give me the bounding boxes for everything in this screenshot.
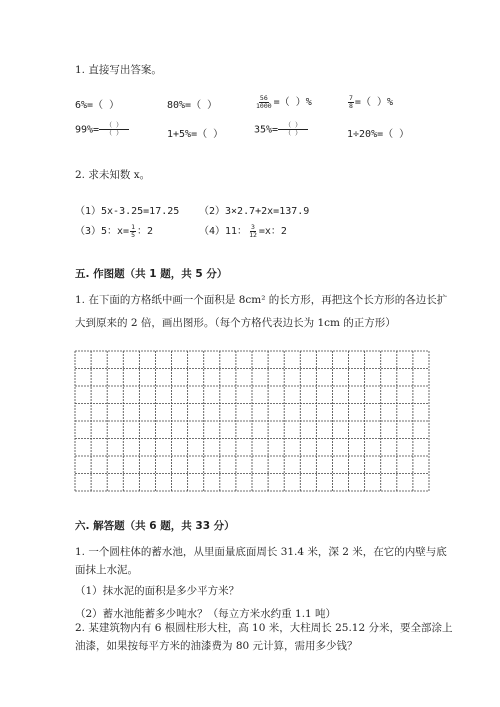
section-6-q1-sub-1: （1）抹水泥的面积是多少平方米？ [75,585,240,597]
equation-2: （2）3×2.7+2x=137.9 [199,206,310,217]
calc-item-6: 1+5%=（ ） [167,129,224,140]
calc-item-2: 80%=（ ） [167,100,218,111]
equation-4: （4）11： $\frac{3}{12}$ =x：2 [199,222,287,239]
blank-fraction: $\frac{( )}{( )}$ [99,122,129,137]
section-5-question-line-2: 大到原来的 2 倍，画出图形。（每个方格代表边长为 1cm 的正方形） [75,317,396,329]
calc-item-1: 6%=（ ） [75,100,120,111]
question-2-title: 2. 求未知数 x。 [75,169,151,181]
section-6-q1-line-1: 1. 一个圆柱体的蓄水池，从里面量底面周长 31.4 米，深 2 米，在它的内壁与底 [75,546,447,558]
equation-3: （3）5：x= $\frac{1}{5}$ ：2 [75,222,154,239]
section-6-q1-line-2: 面抹上水泥。 [75,564,138,576]
fraction: $\frac{1}{5}$ [131,222,136,239]
calc-item-3: $\frac{56}{1000}$ =（ ）% [256,93,312,110]
section-6-q1-sub-2: （2）蓄水池能蓄多少吨水？（每立方米水约重 1.1 吨） [75,608,337,620]
section-6-q2-line-1: 2. 某建筑物内有 6 根圆柱形大柱，高 10 米，大柱周长 25.12 分米，要全部涂上 [75,622,453,634]
question-1-title: 1. 直接写出答案。 [75,64,162,76]
section-5-heading: 五. 作图题（共 1 题，共 5 分） [75,268,228,280]
fraction: $\frac{3}{12}$ [249,222,257,239]
fraction: $\frac{7}{8}$ [349,93,353,110]
section-5-question-line-1: 1. 在下面的方格纸中画一个面积是 8cm² 的长方形，再把这个长方形的各边长扩 [75,294,448,306]
equation-1: （1）5x-3.25=17.25 [75,206,180,217]
calc-item-5: 99%= $\frac{( )}{( )}$ [75,122,129,137]
blank-fraction: $\frac{( )}{( )}$ [278,122,308,137]
fraction: $\frac{56}{1000}$ [256,93,272,110]
calc-item-4: $\frac{7}{8}$ =（ ）% [349,93,393,110]
section-6-q2-line-2: 油漆，如果按每平方米的油漆费为 80 元计算，需用多少钱？ [75,640,358,652]
calc-item-8: 1÷20%=（ ） [347,129,410,140]
square-grid-paper[interactable] [74,350,430,492]
section-6-heading: 六. 解答题（共 6 题，共 33 分） [75,520,235,532]
calc-item-7: 35%= $\frac{( )}{( )}$ [254,122,308,137]
